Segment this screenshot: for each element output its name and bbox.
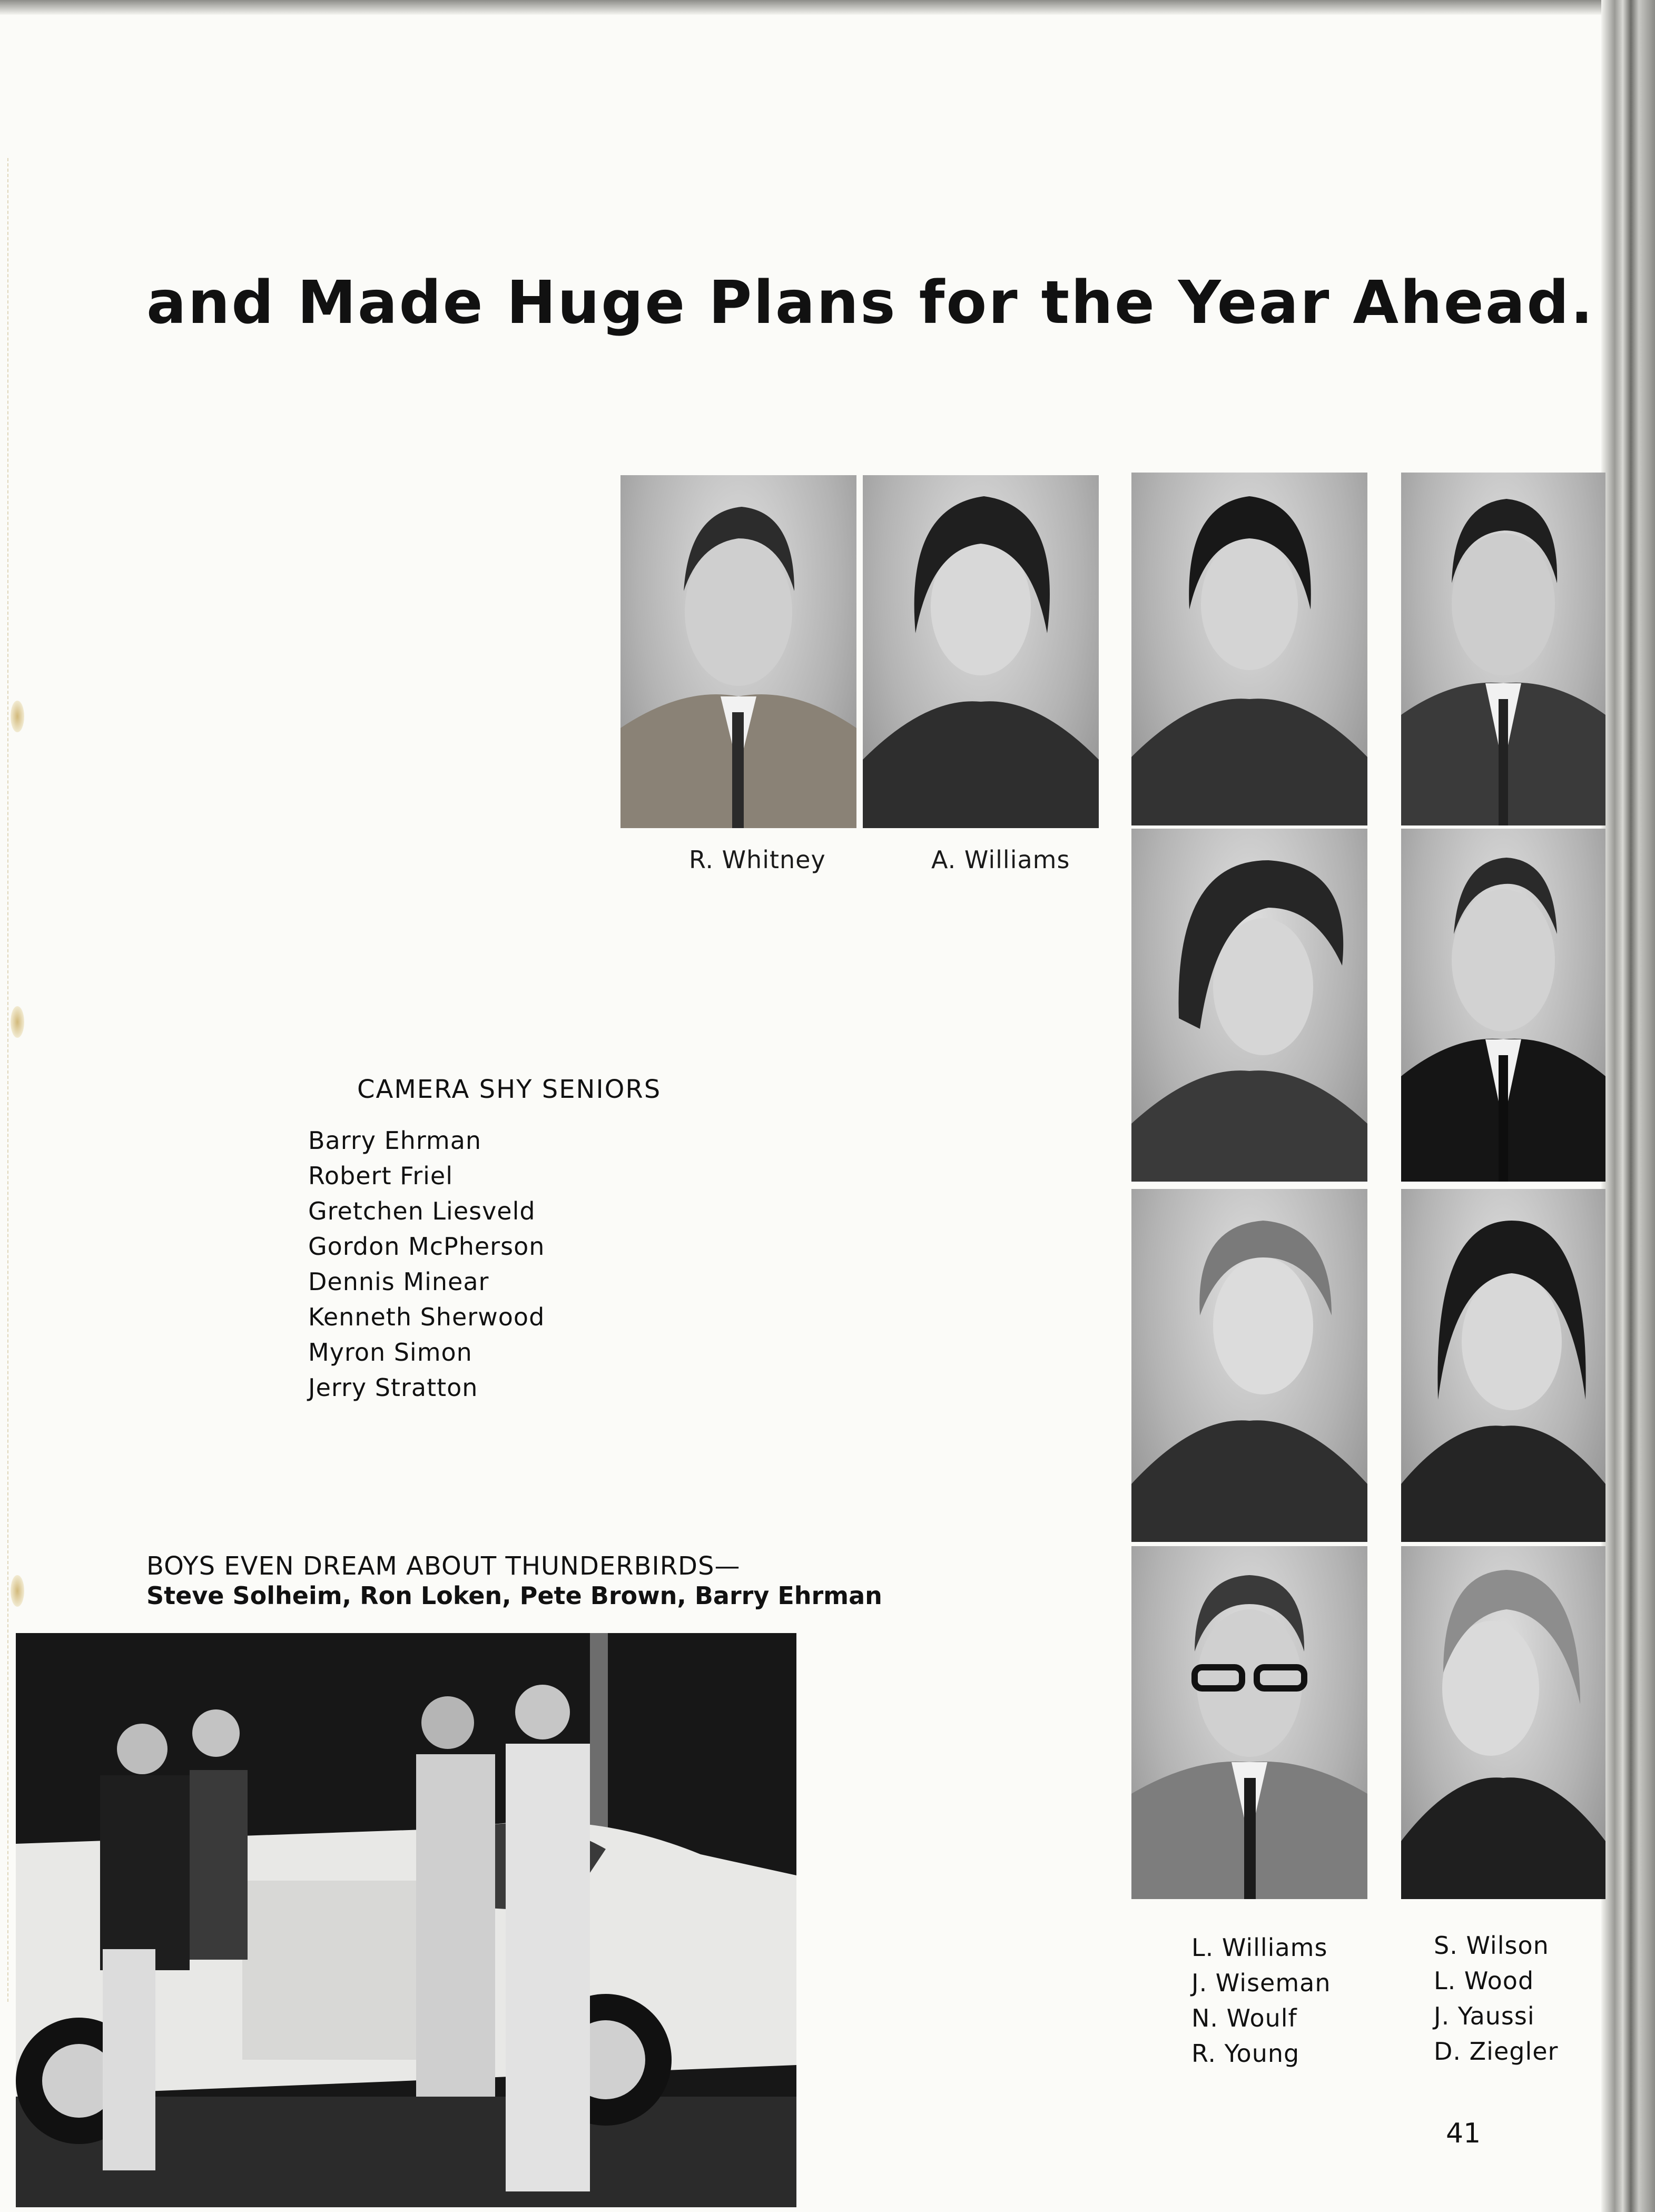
group-photo-thunderbird <box>16 1633 796 2207</box>
list-item: Gretchen Liesveld <box>308 1197 536 1225</box>
group-photo-caption-line1: BOYS EVEN DREAM ABOUT THUNDERBIRDS— <box>146 1551 741 1581</box>
portrait-row3-col4 <box>1401 1189 1605 1542</box>
list-item: L. Williams <box>1191 1933 1328 1962</box>
list-item: D. Ziegler <box>1434 2037 1559 2066</box>
binding-stitch <box>7 158 14 2002</box>
portrait-row4-col3 <box>1131 1546 1367 1899</box>
list-item: Kenneth Sherwood <box>308 1303 545 1331</box>
group-photo-caption <box>146 1551 882 1610</box>
list-item: J. Wiseman <box>1191 1969 1331 1997</box>
portrait-whitney <box>620 475 856 828</box>
list-item: L. Wood <box>1434 1967 1534 1995</box>
page-headline: and Made Huge Plans for the Year Ahead. <box>146 269 1595 337</box>
page-right-edge <box>1601 0 1655 2212</box>
portrait-row2-col3 <box>1131 829 1367 1182</box>
portrait-row3-col3 <box>1131 1189 1367 1542</box>
camera-shy-list <box>308 1123 545 1405</box>
list-item: R. Young <box>1191 2039 1300 2068</box>
list-item: J. Yaussi <box>1434 2002 1535 2030</box>
group-photo-caption-line2: Steve Solheim, Ron Loken, Pete Brown, Barry Ehrman <box>146 1581 882 1610</box>
list-item: Gordon McPherson <box>308 1232 545 1261</box>
camera-shy-title: CAMERA SHY SENIORS <box>357 1075 662 1104</box>
binding-hole <box>11 1575 24 1607</box>
portrait-row1-col3 <box>1131 473 1367 825</box>
binding-hole <box>11 701 24 732</box>
list-item: N. Woulf <box>1191 2004 1297 2032</box>
names-list-right <box>1434 1928 1558 2069</box>
portrait-row2-col4 <box>1401 829 1605 1182</box>
portrait-row1-col4 <box>1401 473 1605 825</box>
list-item: Dennis Minear <box>308 1267 489 1296</box>
list-item: Robert Friel <box>308 1162 453 1190</box>
portrait-a-williams <box>863 475 1099 828</box>
caption-r-whitney: R. Whitney <box>689 846 826 874</box>
names-list-left <box>1191 1930 1331 2071</box>
list-item: Barry Ehrman <box>308 1126 482 1155</box>
binding-hole <box>11 1006 24 1038</box>
caption-a-williams: A. Williams <box>931 846 1070 874</box>
portrait-row4-col4 <box>1401 1546 1605 1899</box>
list-item: Myron Simon <box>308 1338 472 1366</box>
list-item: Jerry Stratton <box>308 1373 478 1402</box>
list-item: S. Wilson <box>1434 1931 1549 1960</box>
page-top-edge <box>0 0 1655 15</box>
page-number: 41 <box>1446 2118 1481 2149</box>
